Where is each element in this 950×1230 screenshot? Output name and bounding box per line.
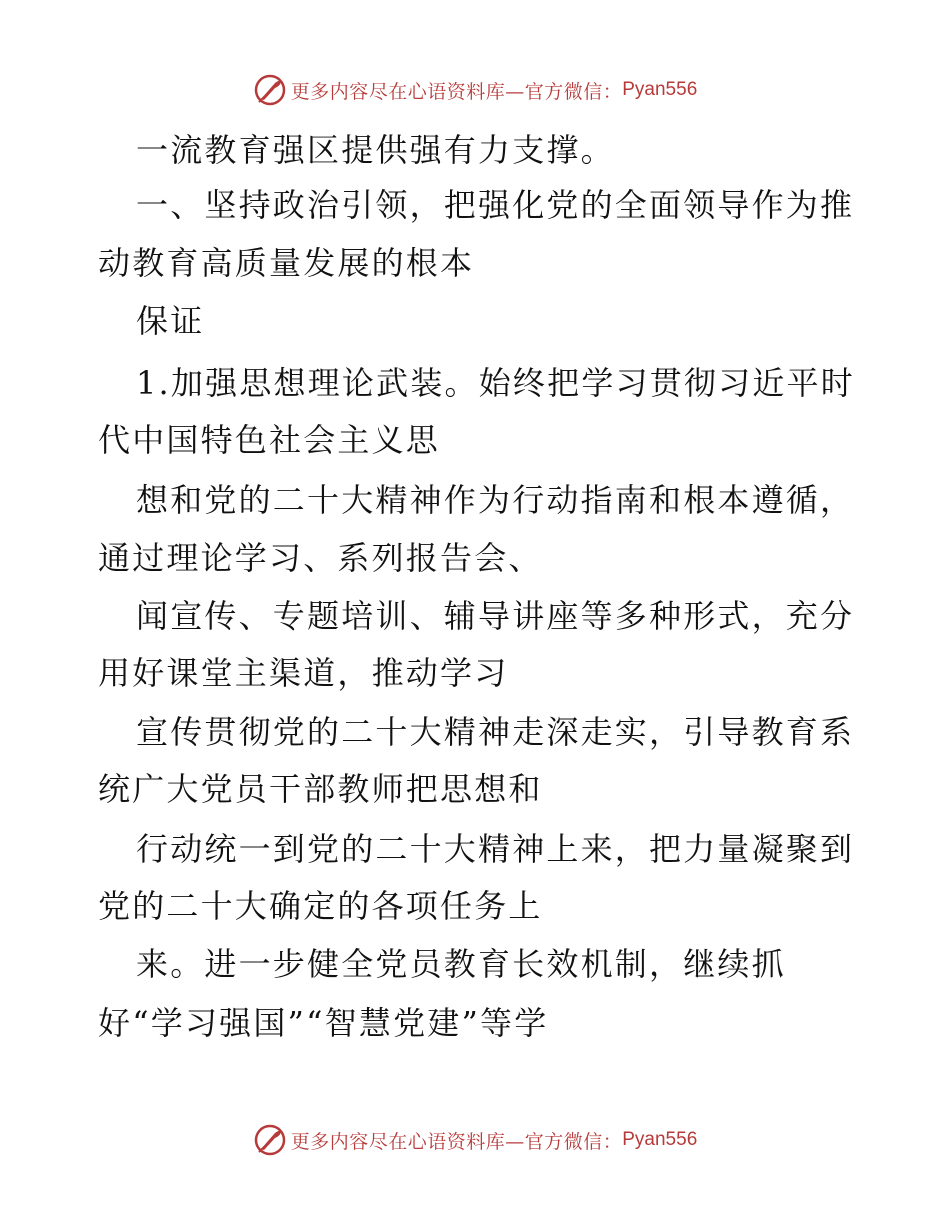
footer-banner-text: 更多内容尽在心语资料库—官方微信： — [290, 1130, 623, 1153]
quill-logo-icon — [253, 73, 287, 107]
body-line: 代中国特色社会主义思 — [98, 421, 441, 459]
body-line: 统广大党员干部教师把思想和 — [98, 770, 543, 808]
header-banner — [0, 70, 950, 110]
body-line: 闻宣传、专题培训、辅导讲座等多种形式，充分 — [136, 597, 855, 635]
body-line: 通过理论学习、系列报告会、 — [98, 539, 543, 577]
body-line: 用好课堂主渠道，推动学习 — [98, 654, 509, 692]
body-line: 党的二十大确定的各项任务上 — [98, 887, 543, 925]
quill-logo-icon — [253, 1123, 287, 1157]
body-line: 一、坚持政治引领，把强化党的全面领导作为推 — [136, 186, 855, 224]
header-wechat-handle: Pyan556 — [622, 79, 698, 100]
body-line: 行动统一到党的二十大精神上来，把力量凝聚到 — [136, 830, 855, 868]
footer-wechat-handle: Pyan556 — [622, 1129, 698, 1150]
body-line: 好“学习强国”“智慧党建”等学 — [98, 1004, 549, 1042]
body-line: 动教育高质量发展的根本 — [98, 244, 475, 282]
body-line: 想和党的二十大精神作为行动指南和根本遵循， — [136, 481, 855, 519]
header-banner-text: 更多内容尽在心语资料库—官方微信： — [290, 80, 623, 103]
body-line: 来。进一步健全党员教育长效机制，继续抓 — [136, 945, 786, 983]
footer-banner — [0, 1120, 950, 1160]
body-line: 保证 — [136, 302, 205, 340]
body-line: 一流教育强区提供强有力支撑。 — [136, 131, 615, 169]
body-line: 1.加强思想理论武装。始终把学习贯彻习近平时 — [136, 364, 855, 402]
body-line: 宣传贯彻党的二十大精神走深走实，引导教育系 — [136, 713, 855, 751]
